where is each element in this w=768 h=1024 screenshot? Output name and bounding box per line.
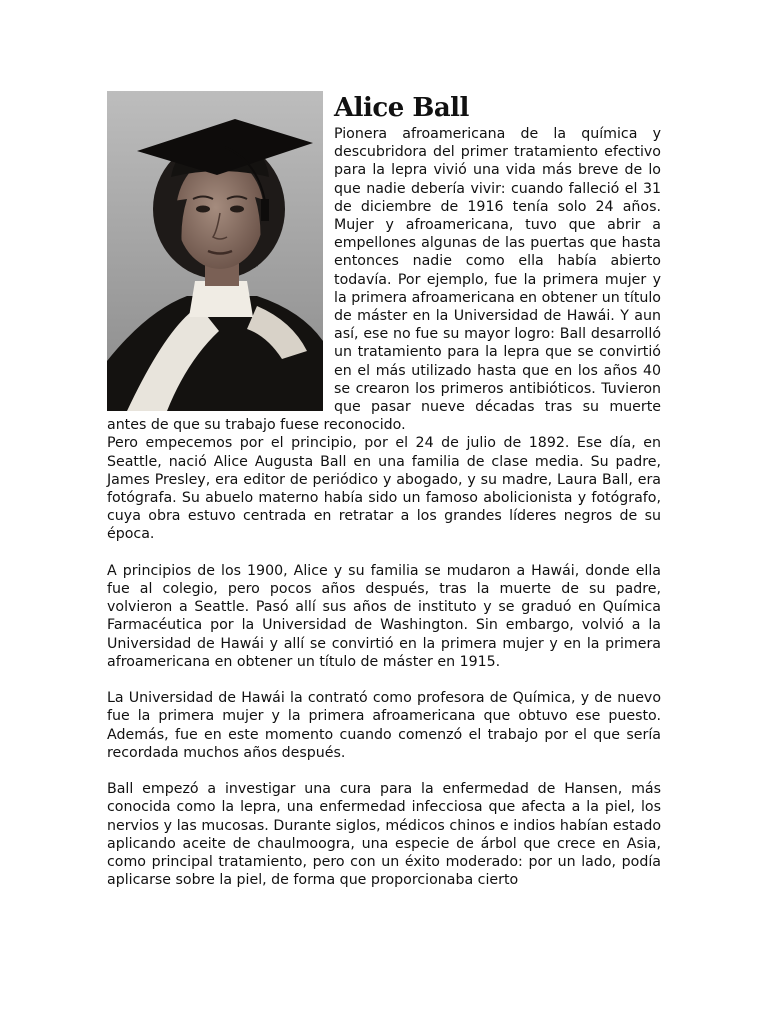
portrait-photo bbox=[107, 91, 323, 411]
paragraph-education: A principios de los 1900, Alice y su familia se mudaron a Hawái, donde ella fue al colegio, pero pocos años después, tras la muerte de su padre, volvieron a Seattle. Pasó allí sus años de instituto y se graduó en Química Farmacéutica por la Universidad de Washington. Sin embargo, volvió a la Universidad de Hawái y allí se convirtió en la primera mujer y en la primera afroamericana en obtener un título de máster en 1915. bbox=[107, 562, 661, 670]
paragraph-early-life: Pero empecemos por el principio, por el 24 de julio de 1892. Ese día, en Seattle, nació Alice Augusta Ball en una familia de clase media. Su padre, James Presley, era editor de periódico y abogado, y su madre, Laura Ball, era fotógrafa. Su abuelo materno había sido un famoso abolicionista y fotógrafo, cuya obra estuvo centrada en retratar a los grandes líderes negros de su época. bbox=[107, 435, 661, 543]
paragraph-research: Ball empezó a investigar una cura para la enfermedad de Hansen, más conocida como la lepra, una enfermedad infecciosa que afecta a la piel, los nervios y las mucosas. Durante siglos, médicos chinos e indios habían estado aplicando aceite de chaulmoogra, una especie de árbol que crece en Asia, como principal tratamiento, pero con un éxito moderado: por un lado, podía aplicarse sobre la piel, de forma que proporcionaba cierto bbox=[107, 781, 661, 889]
article bbox=[107, 91, 661, 889]
paragraph-professorship: La Universidad de Hawái la contrató como profesora de Química, y de nuevo fue la primera mujer y la primera afroamericana que obtuvo ese puesto. Además, fue en este momento cuando comenzó el trabajo por el que sería recordada muchos años después. bbox=[107, 690, 661, 761]
article-title: Alice Ball bbox=[334, 93, 469, 123]
paragraph-intro: Pionera afroamericana de la química y descubridora del primer tratamiento efectivo para la lepra vivió una vida más breve de lo que nadie debería vivir: cuando falleció el 31 de diciembre de 1916 tenía solo 24 años. Mujer y afroamericana, tuvo que abrir a empellones algunas de las puertas que hasta entonces nadie como ella había abierto todavía. Por ejemplo, fue la primera mujer y la primera afroamericana en obtener un título de máster en la Universidad de Hawái. Y aun así, ese no fue su mayor logro: Ball desarrolló un tratamiento para la lepra que se convirtió en el más utilizado hasta que en los años 40 se crearon los primeros antibióticos. Tuvieron que pasar nueve décadas tras su muerte antes de que su trabajo fuese reconocido. bbox=[107, 126, 661, 434]
